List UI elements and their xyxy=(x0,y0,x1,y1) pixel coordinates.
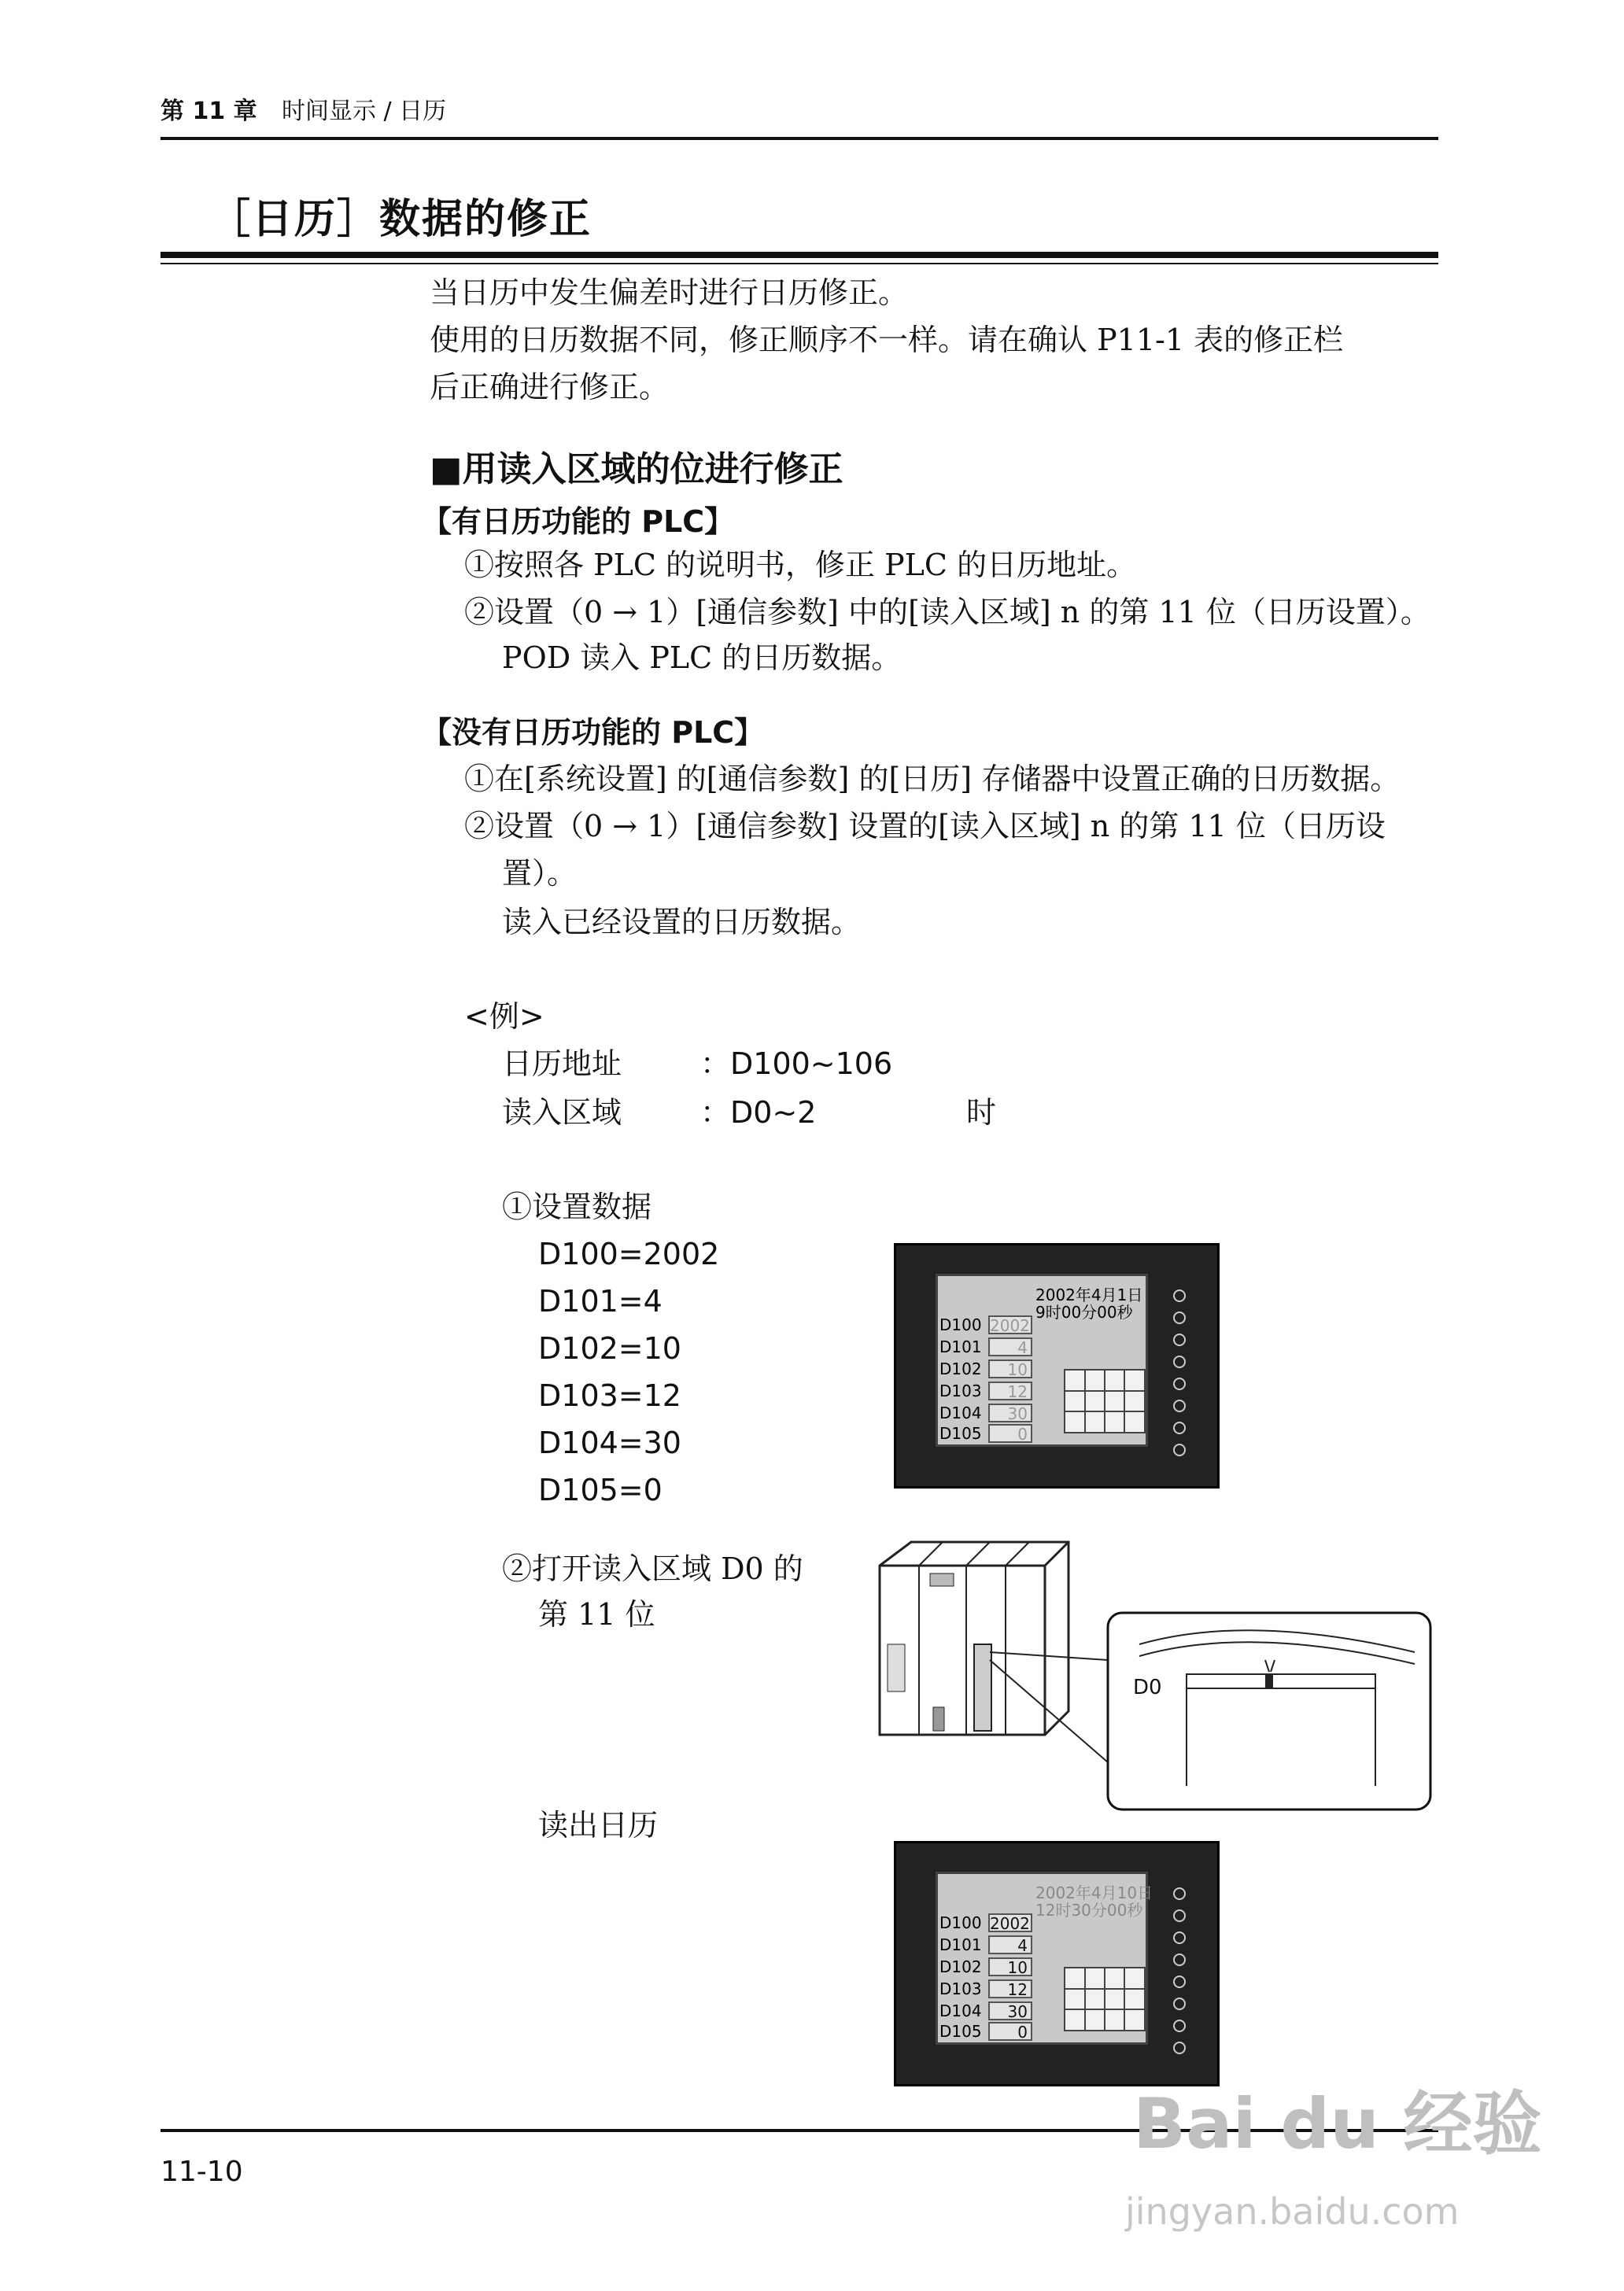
screen1-addr-3: D103 xyxy=(939,1382,982,1400)
pod-screen-2 xyxy=(936,1872,1153,2045)
step-3-label: 读出日历 xyxy=(538,1808,659,1843)
screen1-val-0: 2002 xyxy=(988,1315,1032,1334)
chapter-label: 第 11 章 xyxy=(161,98,257,125)
screen2-val-2: 10 xyxy=(988,1957,1032,1976)
screen1-val-2: 10 xyxy=(988,1359,1032,1378)
d0-label: D0 xyxy=(1133,1676,1162,1699)
title-divider-thick xyxy=(161,252,1438,258)
screen1-addr-2: D102 xyxy=(939,1359,982,1378)
data-d103: D103=12 xyxy=(538,1378,681,1413)
screen1-addr-0: D100 xyxy=(939,1315,982,1334)
without-plc-label: 【没有日历功能的 PLC】 xyxy=(422,715,765,750)
pod-panel-1 xyxy=(894,1243,1220,1489)
pod-panel-2 xyxy=(894,1841,1220,2086)
watermark-url: jingyan.baidu.com xyxy=(1125,2190,1460,2233)
screen1-val-4: 30 xyxy=(988,1404,1032,1422)
screen2-addr-1: D101 xyxy=(939,1935,982,1954)
without-plc-step-3: 读入已经设置的日历数据。 xyxy=(502,905,862,939)
title-divider-thin xyxy=(161,263,1438,264)
screen2-date: 2002年4月10日 xyxy=(1035,1883,1153,1902)
data-d102: D102=10 xyxy=(538,1331,681,1366)
subheading: ■用读入区域的位进行修正 xyxy=(430,449,843,489)
with-plc-label: 【有日历功能的 PLC】 xyxy=(422,504,735,539)
keypad-grid-lines-2 xyxy=(1065,1968,1144,2030)
page-number: 11-10 xyxy=(161,2156,243,2188)
screen1-date: 2002年4月1日 xyxy=(1035,1286,1143,1304)
chapter-title: 时间显示 / 日历 xyxy=(282,98,447,125)
time-label: 时 xyxy=(966,1095,997,1130)
header-divider xyxy=(161,137,1438,140)
screen1-keypad xyxy=(1064,1369,1146,1433)
data-d100: D100=2002 xyxy=(538,1237,720,1271)
watermark-logo: Bai du 经验 xyxy=(1133,2083,1542,2164)
screen2-time: 12时30分00秒 xyxy=(1035,1901,1143,1920)
section-title: ［日历］数据的修正 xyxy=(209,196,592,243)
screen2-addr-3: D103 xyxy=(939,1979,982,1998)
without-plc-step-2: ②设置（0 → 1）[通信参数] 设置的[读入区域] n 的第 11 位（日历设 xyxy=(464,809,1386,843)
intro-line-3: 后正确进行修正。 xyxy=(430,370,670,404)
screen2-keypad xyxy=(1064,1967,1146,2031)
screen2-addr-0: D100 xyxy=(939,1913,982,1932)
screen1-val-1: 4 xyxy=(988,1337,1032,1356)
screen1-addr-1: D101 xyxy=(939,1337,982,1356)
keypad-grid-lines-1 xyxy=(1065,1371,1144,1432)
example-label: <例> xyxy=(464,999,544,1034)
step-2-line-2: 第 11 位 xyxy=(538,1597,655,1632)
screen1-val-3: 12 xyxy=(988,1382,1032,1400)
screen2-val-3: 12 xyxy=(988,1979,1032,1998)
with-plc-step-1: ①按照各 PLC 的说明书，修正 PLC 的日历地址。 xyxy=(464,548,1137,582)
screen2-val-1: 4 xyxy=(988,1935,1032,1954)
step-1-label: ①设置数据 xyxy=(502,1190,652,1224)
screen2-val-4: 30 xyxy=(988,2001,1032,2020)
screen2-addr-2: D102 xyxy=(939,1957,982,1976)
screen1-addr-5: D105 xyxy=(939,1424,982,1443)
screen1-val-5: 0 xyxy=(988,1424,1032,1443)
without-plc-step-1: ①在[系统设置] 的[通信参数] 的[日历] 存储器中设置正确的日历数据。 xyxy=(464,762,1401,796)
screen1-time: 9时00分00秒 xyxy=(1035,1303,1133,1322)
step-2-line-1: ②打开读入区域 D0 的 xyxy=(502,1551,803,1586)
calendar-address-label: 日历地址 xyxy=(502,1046,622,1081)
screen2-val-0: 2002 xyxy=(988,1913,1032,1932)
intro-line-1: 当日历中发生偏差时进行日历修正。 xyxy=(430,275,909,310)
screen2-val-5: 0 xyxy=(988,2022,1032,2041)
screen2-addr-4: D104 xyxy=(939,2001,982,2020)
data-d104: D104=30 xyxy=(538,1426,681,1460)
screen1-addr-4: D104 xyxy=(939,1404,982,1422)
with-plc-step-2-cont: POD 读入 PLC 的日历数据。 xyxy=(502,640,902,675)
data-d105: D105=0 xyxy=(538,1473,663,1507)
read-area-label: 读入区域 xyxy=(502,1095,622,1130)
calendar-address-value: ：D100~106 xyxy=(700,1046,893,1081)
intro-line-2: 使用的日历数据不同，修正顺序不一样。请在确认 P11-1 表的修正栏 xyxy=(430,323,1344,357)
without-plc-step-2-cont: 置）。 xyxy=(502,856,578,891)
data-d101: D101=4 xyxy=(538,1284,663,1319)
screen2-addr-5: D105 xyxy=(939,2022,982,2041)
pod-screen-1 xyxy=(936,1274,1148,1447)
with-plc-step-2: ②设置（0 → 1）[通信参数] 中的[读入区域] n 的第 11 位（日历设置）。 xyxy=(464,595,1430,629)
read-area-value: ：D0~2 xyxy=(700,1095,817,1130)
